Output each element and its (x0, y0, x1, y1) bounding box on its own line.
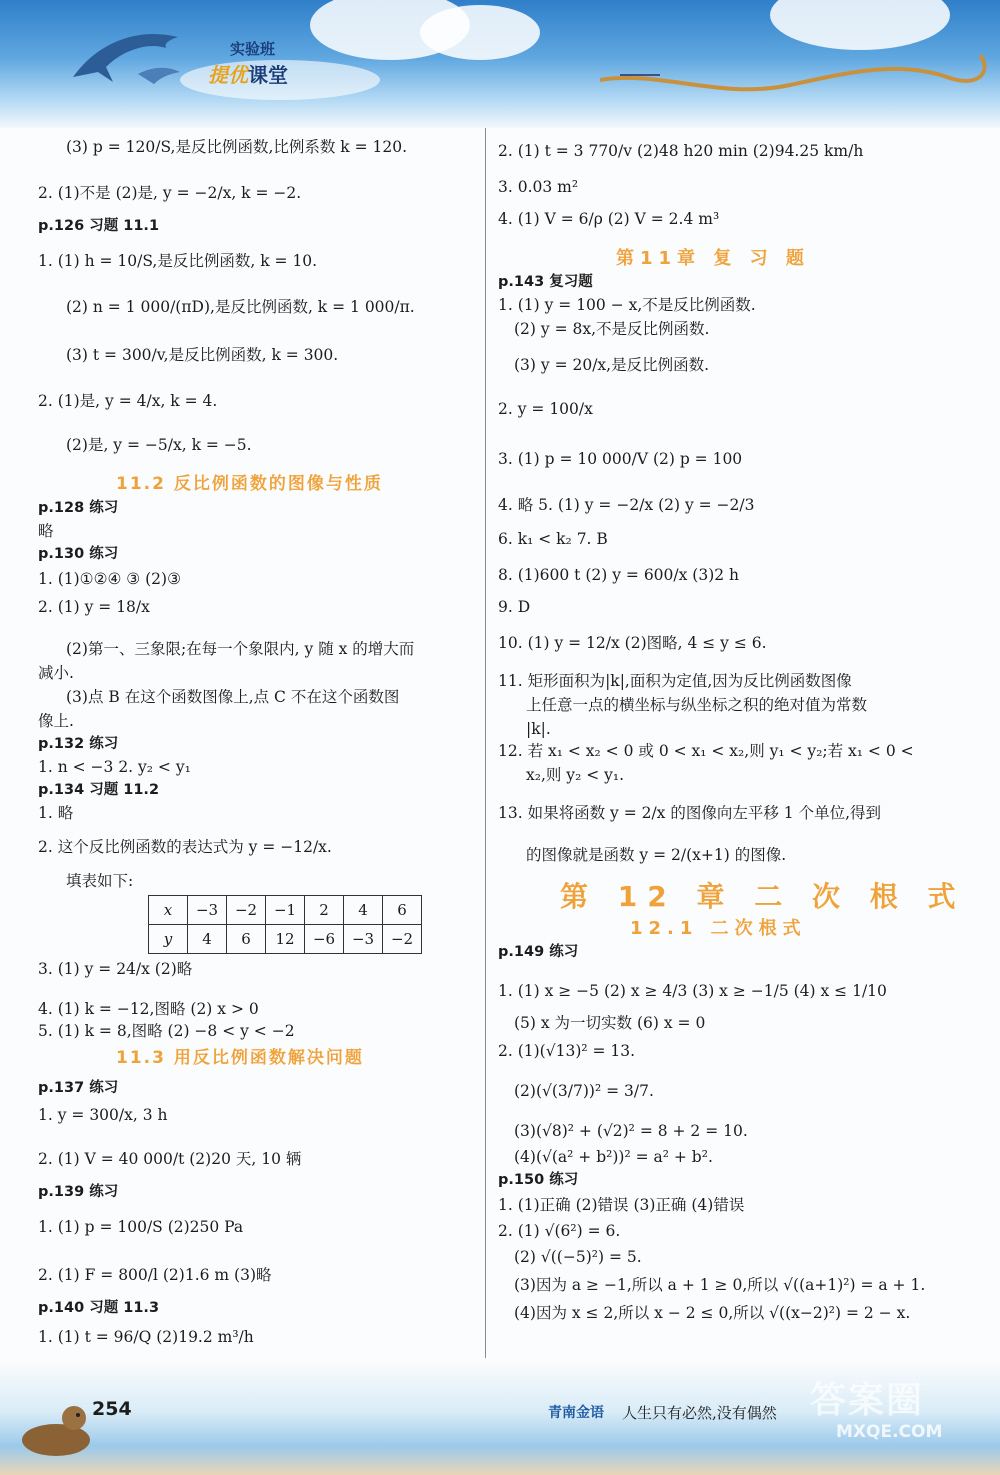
section-ref: p.137 练习 (38, 1080, 119, 1096)
table-cell: 2 (305, 896, 344, 925)
table-cell: −2 (227, 896, 266, 925)
section-ref: p.140 习题 11.3 (38, 1300, 160, 1316)
answer-line: 4. (1) k = −12,图略 (2) x > 0 (38, 1000, 259, 1018)
motto-label: 青南金语 (548, 1405, 604, 1421)
answer-line: 5. (1) k = 8,图略 (2) −8 < y < −2 (38, 1022, 295, 1040)
dolphin-icon (68, 22, 198, 92)
table-row (149, 896, 422, 925)
table-cell: y (149, 925, 188, 954)
answer-line: 10. (1) y = 12/x (2)图略, 4 ≤ y ≤ 6. (498, 634, 767, 652)
answer-line: (3) y = 20/x,是反比例函数. (514, 356, 710, 374)
answer-line: 1. 略 (38, 804, 74, 822)
rope-decoration-icon (600, 30, 1000, 120)
page-number: 254 (92, 1398, 132, 1420)
section-ref: p.134 习题 11.2 (38, 782, 160, 798)
answer-line: 1. (1) x ≥ −5 (2) x ≥ 4/3 (3) x ≥ −1/5 (4) x ≤ 1/10 (498, 982, 887, 1000)
answer-line: 像上. (38, 712, 74, 730)
answer-line: |k|. (526, 720, 551, 738)
table-cell: −1 (266, 896, 305, 925)
answer-line: 1. n < −3 2. y₂ < y₁ (38, 758, 191, 776)
answer-line: 略 (38, 522, 54, 540)
answer-line: 1. (1) t = 96/Q (2)19.2 m³/h (38, 1328, 254, 1346)
motto-text: 人生只有必然,没有偶然 (622, 1404, 777, 1422)
answer-line: (2) n = 1 000/(πD),是反比例函数, k = 1 000/π. (66, 298, 415, 316)
answer-line: 2. (1)是, y = 4/x, k = 4. (38, 392, 218, 410)
section-ref: p.143 复习题 (498, 274, 593, 290)
answer-line: 2. (1)(√13)² = 13. (498, 1042, 636, 1060)
table-cell: 6 (227, 925, 266, 954)
column-divider (485, 128, 486, 1358)
table-cell: −6 (305, 925, 344, 954)
table-row (149, 925, 422, 954)
answer-line: 6. k₁ < k₂ 7. B (498, 530, 608, 548)
section-heading: 11.2 反比例函数的图像与性质 (116, 474, 383, 494)
answer-line: (3)因为 a ≥ −1,所以 a + 1 ≥ 0,所以 √((a+1)²) = a + 1. (514, 1276, 926, 1294)
watermark-url: MXQE.COM (836, 1422, 943, 1442)
answer-line: (2)是, y = −5/x, k = −5. (66, 436, 252, 454)
answer-line: 9. D (498, 598, 531, 616)
answer-line: 1. (1) y = 100 − x,不是反比例函数. (498, 296, 756, 314)
answer-line: (2)第一、三象限;在每一个象限内, y 随 x 的增大而 (66, 640, 415, 658)
chapter-heading: 第 12 章 二 次 根 式 (560, 880, 966, 913)
answer-line: (3)点 B 在这个函数图像上,点 C 不在这个函数图 (66, 688, 400, 706)
table-cell: −3 (188, 896, 227, 925)
answer-line: (3) p = 120/S,是反比例函数,比例系数 k = 120. (66, 138, 408, 156)
brand-top: 实验班 (230, 40, 276, 58)
answer-line: 8. (1)600 t (2) y = 600/x (3)2 h (498, 566, 740, 584)
answer-line: (3)(√8)² + (√2)² = 8 + 2 = 10. (514, 1122, 748, 1140)
answer-line: 12. 若 x₁ < x₂ < 0 或 0 < x₁ < x₂,则 y₁ < y₂;若 x₁ < 0 < (498, 742, 914, 760)
brand-rest: 课堂 (248, 63, 288, 87)
answer-line: 2. (1) y = 18/x (38, 598, 150, 616)
table-cell: 4 (188, 925, 227, 954)
answer-line: 2. 这个反比例函数的表达式为 y = −12/x. (38, 838, 332, 856)
section-heading: 11.3 用反比例函数解决问题 (116, 1048, 364, 1068)
answer-line: 4. (1) V = 6/ρ (2) V = 2.4 m³ (498, 210, 720, 228)
answer-line: 4. 略 5. (1) y = −2/x (2) y = −2/3 (498, 496, 755, 514)
answer-line: (5) x 为一切实数 (6) x = 0 (514, 1014, 706, 1032)
answer-line: 1. (1) p = 100/S (2)250 Pa (38, 1218, 244, 1236)
table-cell: 6 (383, 896, 422, 925)
answer-line: 2. y = 100/x (498, 400, 593, 418)
section-ref: p.126 习题 11.1 (38, 218, 160, 234)
answer-line: 2. (1)不是 (2)是, y = −2/x, k = −2. (38, 184, 302, 202)
answer-line: 1. (1) h = 10/S,是反比例函数, k = 10. (38, 252, 318, 270)
table-cell: 4 (344, 896, 383, 925)
answer-line: 的图像就是函数 y = 2/(x+1) 的图像. (526, 846, 787, 864)
table-cell: −2 (383, 925, 422, 954)
answer-line: 2. (1) F = 800/l (2)1.6 m (3)略 (38, 1266, 272, 1284)
section-ref: p.132 练习 (38, 736, 119, 752)
brand-highlight: 提优 (208, 63, 248, 87)
answer-line: 13. 如果将函数 y = 2/x 的图像向左平移 1 个单位,得到 (498, 804, 881, 822)
chapter-review-heading: 第11章 复 习 题 (616, 248, 810, 269)
sea-lion-icon (16, 1392, 96, 1462)
value-table (148, 895, 422, 954)
answer-line: 2. (1) t = 3 770/v (2)48 h20 min (2)94.25 km/h (498, 142, 864, 160)
answer-line: (2) √((−5)²) = 5. (514, 1248, 642, 1266)
answer-line: (3) t = 300/v,是反比例函数, k = 300. (66, 346, 339, 364)
answer-line: 3. (1) p = 10 000/V (2) p = 100 (498, 450, 743, 468)
section-ref: p.139 练习 (38, 1184, 119, 1200)
section-ref: p.150 练习 (498, 1172, 579, 1188)
answer-line: 1. y = 300/x, 3 h (38, 1106, 168, 1124)
answer-line: (2) y = 8x,不是反比例函数. (514, 320, 710, 338)
section-ref: p.130 练习 (38, 546, 119, 562)
watermark: 答案圈 (810, 1380, 925, 1421)
table-cell: −3 (344, 925, 383, 954)
answer-line: (4)因为 x ≤ 2,所以 x − 2 ≤ 0,所以 √((x−2)²) = 2 − x. (514, 1304, 911, 1322)
section-ref: p.149 练习 (498, 944, 579, 960)
answer-line: 11. 矩形面积为|k|,面积为定值,因为反比例函数图像 (498, 672, 852, 690)
brand-logo (208, 38, 288, 88)
answer-line: 3. 0.03 m² (498, 178, 579, 196)
answer-line: (4)(√(a² + b²))² = a² + b². (514, 1148, 713, 1166)
answer-line: (2)(√(3/7))² = 3/7. (514, 1082, 654, 1100)
answer-line: 减小. (38, 664, 74, 682)
answer-line: 1. (1)①②④ ③ (2)③ (38, 570, 181, 588)
table-cell: x (149, 896, 188, 925)
answer-line: 填表如下: (66, 872, 134, 890)
table-cell: 12 (266, 925, 305, 954)
page-footer (0, 1360, 1000, 1475)
answer-line: x₂,则 y₂ < y₁. (526, 766, 625, 784)
answer-line: 上任意一点的横坐标与纵坐标之积的绝对值为常数 (526, 696, 868, 714)
answer-line: 3. (1) y = 24/x (2)略 (38, 960, 193, 978)
section-heading: 12.1 二次根式 (630, 918, 807, 939)
answer-line: 1. (1)正确 (2)错误 (3)正确 (4)错误 (498, 1196, 745, 1214)
section-ref: p.128 练习 (38, 500, 119, 516)
page-header-banner (0, 0, 1000, 128)
answer-line: 2. (1) V = 40 000/t (2)20 天, 10 辆 (38, 1150, 302, 1168)
answer-line: 2. (1) √(6²) = 6. (498, 1222, 621, 1240)
